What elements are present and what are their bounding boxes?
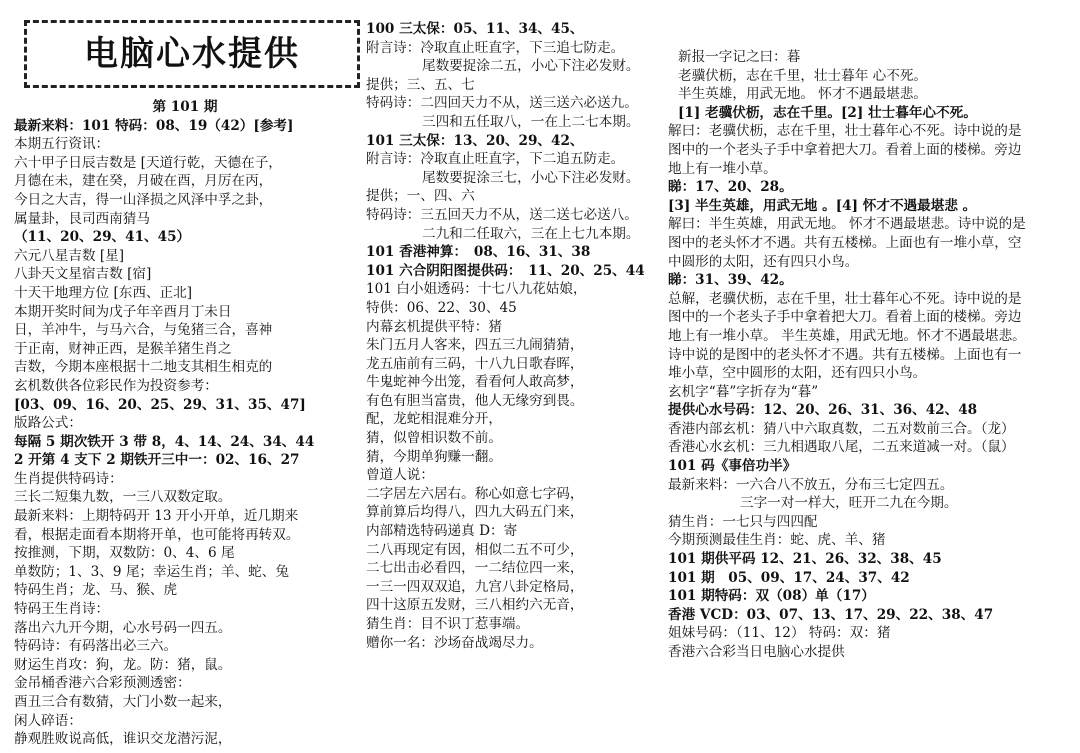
right-text-line: 图中的一个老头子手中拿着把大刀。看着上面的楼梯。旁边 (668, 141, 1022, 158)
mid-text-line: 101 香港神算： 08、16、31、38 (366, 244, 591, 261)
mid-text-line: 尾数要捉涂二五，小心下注必发财。 (422, 58, 640, 75)
left-text-line: 闲人碎语： (14, 712, 82, 729)
left-text-line: 静观胜败说高低，谁识交龙潜污泥， (14, 731, 232, 748)
left-text-line: 财运生肖攻：狗，龙。防：猪，鼠。 (14, 656, 232, 673)
right-text-line: 101 期特码：双（08）单（17） (668, 588, 875, 605)
left-text-line: 生肖提供特码诗： (14, 470, 123, 487)
right-text-line: 香港内部玄机：猜八中六取真数，二五对数前三合。（龙） (668, 420, 1015, 437)
left-text-line: 金吊桶香港六合彩预测透密： (14, 675, 191, 692)
right-text-line: 三字一对一样大，旺开二九在今期。 (740, 495, 958, 512)
mid-text-line: 一三一四双双追，九宫八卦定格局， (366, 578, 584, 595)
left-text-line: 属量卦，艮司西南猜马 (14, 210, 150, 227)
right-text-line: 诗中说的是图中的老头怀才不遇。共有五楼梯。上面也有一 (668, 346, 1022, 363)
mid-text-line: 猜生肖：目不识丁惹事端。 (366, 616, 530, 632)
left-text-line: 最新来料：上期特码开 13 开小开单，近几期来 (14, 508, 299, 525)
mid-text-line: 特码诗：二四回天力不从，送三送六必送九。 (366, 95, 638, 112)
left-text-line: 玄机数供各位彩民作为投资参考： (14, 377, 218, 394)
mid-text-line: 提供；三、五、七 (366, 76, 475, 93)
left-text-line: 每隔 5 期次铁开 3 带 8，4、14、24、34、44 (14, 433, 315, 450)
mid-text-line: 提供；一、四、六 (366, 188, 475, 205)
left-text-line: 于正南，财神正西，是猴羊猪生肖之 (14, 340, 232, 357)
right-text-line: 图中的一个老头子手中拿着把大刀。看着上面的楼梯。旁边 (668, 309, 1022, 326)
right-text-line: 玄机字“暮”字折存为“暮” (668, 383, 819, 400)
mid-text-line: 朱门五月人客来，四五三九闹猜猜， (366, 337, 584, 354)
right-text-line: 最新来料：一六合八不放五，分布三七定四五。 (668, 476, 954, 493)
left-text-line: 三长二短集九数，一三八双数定取。 (14, 489, 232, 506)
right-text-line: 地上有一堆小草。 (668, 160, 777, 177)
right-text-line: 地上有一堆小草。 半生英雄，用武无地。怀才不遇最堪悲。 (668, 327, 1026, 344)
page-title: 电脑心水提供 (84, 33, 300, 74)
mid-text-line: 龙五庙前有三码，十八九日歌春晖， (366, 355, 584, 372)
right-text-line: 新报一字记之曰：暮 (678, 49, 801, 65)
mid-text-line: 内幕玄机提供平特：猪 (366, 318, 502, 335)
mid-text-line: 101 三太保：13、20、29、42、 (366, 132, 584, 149)
left-text-line: 六元八星吉数 [星] (14, 247, 125, 264)
mid-text-line: 四十这原五发财，三八相约六无音， (366, 597, 584, 614)
left-text-line: 2 开第 4 支下 2 期铁开三中一：02、16、27 (14, 452, 300, 469)
left-text-line: 版路公式： (14, 415, 82, 432)
mid-text-line: 牛鬼蛇神今出笼，看看何人敢高梦， (366, 374, 584, 391)
mid-text-line: 101 六合阴阳图提供码： 11、20、25、44 (366, 262, 645, 279)
mid-text-line: 赠你一名：沙场奋战竭尽力。 (366, 634, 543, 651)
left-text-line: 十天干地理方位 [东西、正北] (14, 284, 193, 301)
left-text-line: 特码王生肖诗： (14, 601, 110, 618)
left-text-line: 本期五行资讯： (14, 136, 110, 153)
left-text-line: 特码生肖；龙、马、猴、虎 (14, 582, 178, 599)
mid-text-line: 有色有胆当富贵，他人无缘穷到畏。 (366, 392, 584, 409)
mid-text-line: 算前算后均得八，四九大码五门来， (366, 504, 584, 521)
right-text-line: 半生英雄，用武无地。 怀才不遇最堪悲。 (678, 86, 928, 103)
left-text-line: 月德在未，建在癸，月破在酉，月厉在丙， (14, 173, 273, 190)
right-text-line: 猜生肖：一七只与四四配 (668, 513, 818, 530)
mid-text-line: 特码诗：三五回天力不从，送二送七必送八。 (366, 206, 638, 223)
left-text-line: 八卦天文星宿吉数 [宿] (14, 266, 152, 283)
right-text-line: 堆小草，空中圆形的太阳，还有四只小鸟。 (668, 365, 927, 382)
left-text-line: 六十甲子日辰吉数是 [天道行乾，天德在子， (14, 154, 282, 171)
right-text-line: 解曰：老骥伏枥，志在千里，壮士暮年心不死。诗中说的是 (668, 123, 1022, 140)
right-text-line: 老骥伏枥，志在千里，壮士暮年 心不死。 (678, 67, 928, 84)
mid-text-line: 尾数要捉涂三七，小心下注必发财。 (422, 169, 640, 186)
middle-column (366, 20, 658, 652)
right-text-line: 中圆形的太阳，还有四只小鸟。 (668, 253, 859, 270)
left-text-line: 最新来料：101 特码：08、19（42）[参考] (14, 117, 294, 134)
mid-text-line: 二九和二任取六，三在上七九本期。 (422, 225, 640, 242)
left-text-line: 今日之大吉，得一山泽损之风泽中孚之卦， (14, 191, 273, 208)
right-text-line: 睇：31、39、42。 (668, 272, 793, 289)
left-text-line: 特码诗：有码落出必三六。 (14, 638, 178, 655)
mid-text-line: 二八再现定有因，相似二五不可少， (366, 541, 584, 558)
right-text-line: 香港心水玄机：三九相遇取八尾，二五来道减一对。（鼠） (668, 439, 1015, 456)
right-text-line: 101 期 05、09、17、24、37、42 (668, 569, 910, 586)
right-text-line: 姐妹号码：（11、12） 特码：双：猪 (668, 625, 891, 642)
left-text-line: 本期开奖时间为戊子年辛酉月丁未日 (14, 303, 232, 320)
right-text-line: [1] 老骥伏枥，志在千里。[2] 壮士暮年心不死。 (678, 104, 977, 121)
left-text-line: 日，羊冲牛，与马六合，与兔猪三合，喜神 (14, 322, 273, 339)
right-text-line: 睇：17、20、28。 (668, 179, 793, 196)
mid-text-line: 猜，今期单狗赚一翻。 (366, 448, 502, 465)
right-text-line: 解曰：半生英雄，用武无地。 怀才不遇最堪悲。诗中说的是 (668, 216, 1026, 233)
mid-text-line: 特供：06、22、30、45 (366, 299, 517, 316)
mid-text-line: 配，龙蛇相混难分开， (366, 411, 502, 428)
mid-text-line: 三四和五任取八，一在上二七本期。 (422, 113, 640, 130)
right-text-line: 101 码《事倍功半》 (668, 458, 797, 475)
mid-text-line: 内部精选特码递真 D：寄 (366, 523, 518, 540)
right-column (668, 48, 1068, 662)
mid-text-line: 附言诗：冷取直止旺直字，下二追五防走。 (366, 151, 625, 168)
issue-number: 第 101 期 (152, 99, 218, 115)
mid-text-line: 二七出击必看四，一二结位四一来， (366, 560, 584, 577)
mid-text-line: 100 三太保：05、11、34、45、 (366, 21, 584, 37)
right-text-line: 总解，老骥伏枥，志在千里，壮士暮年心不死。诗中说的是 (668, 290, 1022, 307)
mid-text-line: 猜，似曾相识数不前。 (366, 430, 502, 447)
left-text-line: （11、20、29、41、45） (14, 229, 191, 246)
mid-text-line: 附言诗：冷取直止旺直字，下三追七防走。 (366, 39, 625, 56)
right-text-line: 提供心水号码：12、20、26、31、36、42、48 (668, 402, 978, 419)
left-text-line: 吉数，今期本座根据十二地支其相生相克的 (14, 359, 273, 376)
right-text-line: 图中的老头怀才不遇。共有五楼梯。上面也有一堆小草，空 (668, 234, 1022, 251)
mid-text-line: 二字居左六居右。称心如意七字码， (366, 485, 584, 502)
right-text-line: 香港六合彩当日电脑心水提供 (668, 644, 845, 660)
title-box (24, 20, 360, 88)
left-text-line: 看，根据走面看本期将开单，也可能将再转双。 (14, 526, 300, 543)
right-text-line: 101 期供平码 12、21、26、32、38、45 (668, 551, 942, 568)
left-text-line: 酉丑三合有数猜，大门小数一起来， (14, 694, 232, 710)
mid-text-line: 101 白小姐透码：十七八九花姑娘， (366, 281, 587, 298)
mid-text-line: 曾道人说： (366, 467, 434, 484)
left-text-line: 落出六九开今期，心水号码一四五。 (14, 619, 232, 636)
left-text-line: [03、09、16、20、25、29、31、35、47] (14, 396, 306, 413)
right-text-line: 今期预测最佳生肖：蛇、虎、羊、猪 (668, 532, 886, 549)
right-text-line: 香港 VCD：03、07、13、17、29、22、38、47 (668, 606, 994, 623)
left-text-line: 按推测，下期，双数防：0、4、6 尾 (14, 545, 235, 562)
left-column (14, 8, 356, 749)
left-text-block (14, 117, 356, 749)
left-text-line: 单数防；1、3、9 尾；幸运生肖；羊、蛇、兔 (14, 563, 289, 580)
right-text-line: [3] 半生英雄，用武无地 。[4] 怀才不遇最堪悲 。 (668, 197, 977, 214)
